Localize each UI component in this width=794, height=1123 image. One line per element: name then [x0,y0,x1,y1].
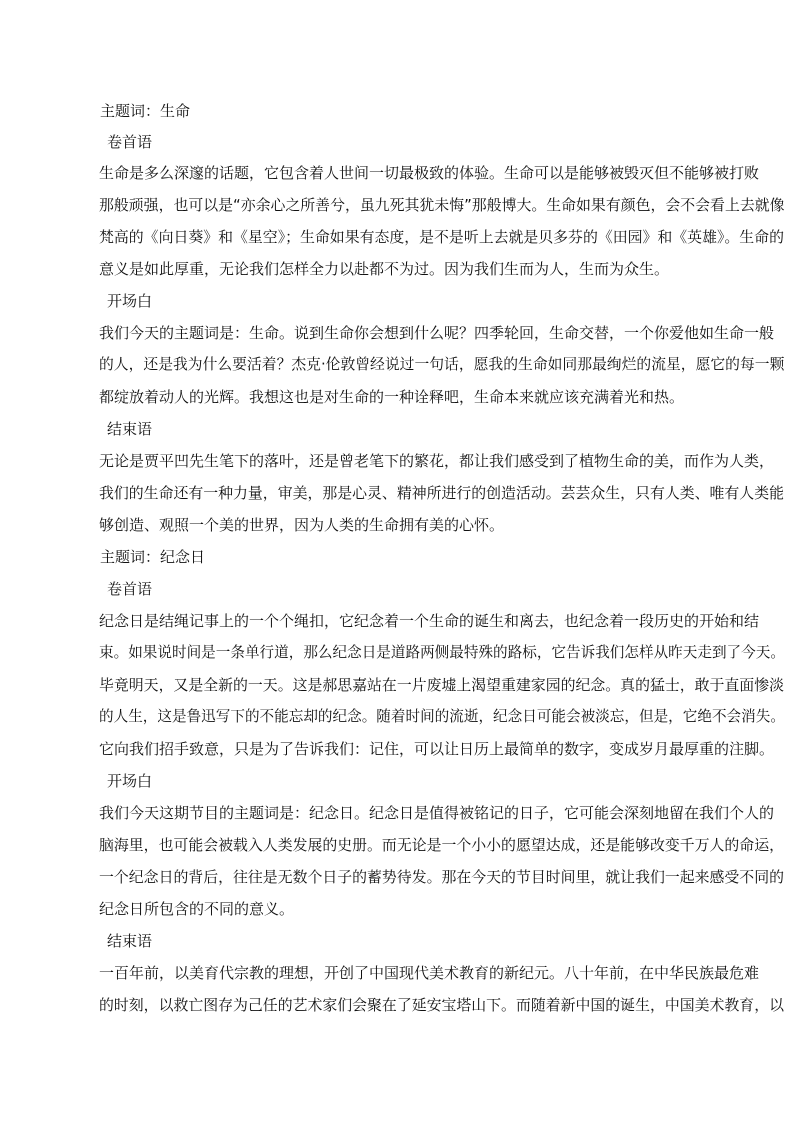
paragraph-line: 都绽放着动人的光辉。我想这也是对生命的一种诠释吧，生命本来就应该充满着光和热。 [99,388,685,406]
paragraph-line: 我们今天的主题词是：生命。说到生命你会想到什么呢？四季轮回，生命交替，一个你爱他如生命一般 [99,324,775,342]
paragraph-line: 的人，还是我为什么要活着？杰克·伦敦曾经说过一句话，愿我的生命如同那最绚烂的流星，愿它的每一颗 [99,356,785,373]
paragraph-line: 那般顽强，也可以是“亦余心之所善兮，虽九死其犹未悔”那般博大。生命如果有颜色，会不会看上去就像 [99,196,785,214]
section-heading-preface: 卷首语 [107,580,153,598]
paragraph-line: 一百年前，以美育代宗教的理想，开创了中国现代美术教育的新纪元。八十年前，在中华民族最危难 [99,964,760,982]
paragraph-line: 纪念日是结绳记事上的一个个绳扣，它纪念着一个生命的诞生和离去，也纪念着一段历史的开始和结 [99,612,760,630]
paragraph-line: 生命是多么深邃的话题，它包含着人世间一切最极致的体验。生命可以是能够被毁灭但不能够被打败 [99,164,760,182]
paragraph-line: 意义是如此厚重，无论我们怎样全力以赴都不为过。因为我们生而为人，生而为众生。 [99,260,670,278]
section-heading-opening: 开场白 [107,772,153,790]
paragraph-line: 纪念日所包含的不同的意义。 [99,900,295,918]
topic-heading-life: 主题词：生命 [100,102,191,120]
section-heading-opening: 开场白 [107,292,153,310]
paragraph-line: 够创造、观照一个美的世界，因为人类的生命拥有美的心怀。 [99,516,505,534]
paragraph-line: 的时刻，以救亡图存为己任的艺术家们会聚在了延安宝塔山下。而随着新中国的诞生，中国美术教育，以 [99,996,784,1014]
paragraph-line: 的人生，这是鲁迅写下的不能忘却的纪念。随着时间的流逝，纪念日可能会被淡忘，但是，它绝不会消失。 [99,708,785,725]
section-heading-closing: 结束语 [107,932,153,950]
paragraph-line: 毕竟明天，又是全新的一天。这是郝思嘉站在一片废墟上渴望重建家园的纪念。真的猛士，敢于直面惨淡 [99,676,784,694]
paragraph-line: 无论是贾平凹先生笔下的落叶，还是曾老笔下的繁花，都让我们感受到了植物生命的美，而作为人类， [99,452,775,470]
section-heading-preface: 卷首语 [107,133,153,151]
paragraph-line: 一个纪念日的背后，往往是无数个日子的蓄势待发。那在今天的节目时间里，就让我们一起来感受不同的 [99,868,784,886]
paragraph-line: 束。如果说时间是一条单行道，那么纪念日是道路两侧最特殊的路标，它告诉我们怎样从昨天走到了今天。 [99,644,785,661]
paragraph-line: 我们今天这期节目的主题词是：纪念日。纪念日是值得被铭记的日子，它可能会深刻地留在我们个人的 [99,804,775,822]
topic-heading-anniversary: 主题词：纪念日 [100,548,206,566]
section-heading-closing: 结束语 [107,420,153,438]
paragraph-line: 它向我们招手致意，只是为了告诉我们：记住，可以让日历上最简单的数字，变成岁月最厚重的注脚。 [99,740,775,758]
paragraph-line: 我们的生命还有一种力量，审美，那是心灵、精神所进行的创造活动。芸芸众生，只有人类、唯有人类能 [99,484,784,502]
paragraph-line: 梵高的《向日葵》和《星空》；生命如果有态度，是不是听上去就是贝多芬的《田园》和《英雄》。生命的 [99,228,784,246]
paragraph-line: 脑海里，也可能会被载入人类发展的史册。而无论是一个小小的愿望达成，还是能够改变千万人的命运， [99,836,784,854]
